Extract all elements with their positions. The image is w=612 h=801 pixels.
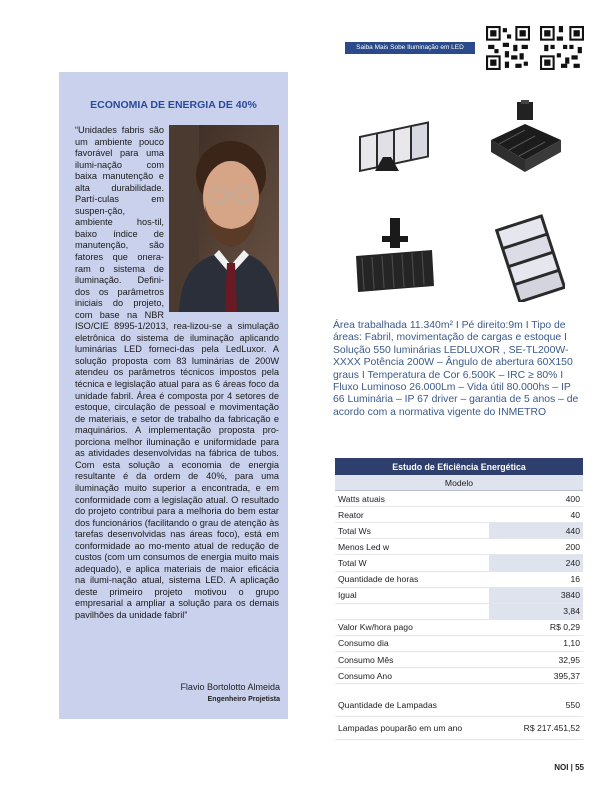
led-floodlight-angled-image xyxy=(495,212,565,302)
table-row: Consumo Mês 32,95 xyxy=(335,652,583,668)
author-name: Flavio Bortolotto Almeida xyxy=(180,682,280,692)
info-banner[interactable]: Saiba Mais Sobe Iluminação em LED xyxy=(345,42,475,54)
sidebar-title: ECONOMIA DE ENERGIA DE 40% xyxy=(90,99,257,111)
testimonial-text: “Unidades fabris são um ambiente pouco favorável para uma ilumi-nação com baixa manutenção e alta durabilidade. Partí-culas em suspen-ção, ambiente hos-til, baixo índice de manutenção, são fatores que onera-ram o sistema de iluminação. Defini-dos os parâmetros iniciais do projeto, com base na NBR ISO/CIE 8995-1/2013, rea-lizou-se a simulação eletrônica do sistema de iluminação aplicando luminárias LED forneci-das pela LedLuxor. A solução proposta com 83 luminárias de 200W atendeu os parâmetros técnicos impostos pela técnica e legislação atual para as 6 áreas foco da unidade fabril. Área é composta por 4 setores de estoque, circulação de pessoal e movimentação de materiais, e setor de trabalho da fabricação e maquinários. A implementação proposta pro-porciona melhor iluminação e uniformidade para as atividades desenvolvidas na fábrica de tubos. Com esta solução a economia de energia resultante é da ordem de 40%, para uma iluminação muito superior a encontrada, e em conformidade com a legislação atual. O resultado do projeto contribui para a melhoria do bem estar dos funcionários (facilitando o grau de atenção às tarefas desenvolvidas nas áreas foco), está em conformidade ao mo-mento atual de redução de custos (com um consumos de energia muito mais adequado), e aplica materiais de maior eficácia na ilumi-nação atual, sistema LED. A aplicação deste primeiro projeto motivou o grupo empresarial a ampliar a solução para os demais pavilhões da unidade fabril” xyxy=(75,125,279,620)
table-row: 3,84 xyxy=(335,603,583,619)
author-role: Engenheiro Projetista xyxy=(207,696,280,703)
table-title: Estudo de Eficiência Energética xyxy=(335,458,583,475)
qr-code-icon[interactable] xyxy=(540,26,584,70)
table-row: Consumo dia 1,10 xyxy=(335,635,583,651)
table-row: Quantidade de Lampadas 550 xyxy=(335,694,583,717)
engineer-portrait-photo xyxy=(169,125,279,312)
led-floodlight-image xyxy=(355,105,435,175)
table-row: Menos Led w 200 xyxy=(335,539,583,555)
table-row: Watts atuais 400 xyxy=(335,491,583,507)
table-subtitle: Modelo xyxy=(335,475,583,491)
page-number: NOI | 55 xyxy=(554,763,584,772)
table-row: Consumo Ano 395,37 xyxy=(335,668,583,684)
energy-efficiency-table xyxy=(335,458,583,740)
table-row: Lampadas pouparão em um ano R$ 217.451,52 xyxy=(335,717,583,740)
qr-code-icon[interactable] xyxy=(486,26,530,70)
led-highbay-image xyxy=(485,100,565,180)
table-row: Total W 240 xyxy=(335,555,583,571)
table-row: Quantidade de horas 16 xyxy=(335,571,583,587)
led-floodlight-back-image xyxy=(352,218,437,298)
table-row: Reator 40 xyxy=(335,507,583,523)
project-caption: Área trabalhada 11.340m² I Pé direito:9m I Tipo de áreas: Fabril, movimentação de cargas e estoque I Solução 550 luminárias LEDLUXOR , SE-TL200W-XXXX Potência 200W – Ângulo de abertura 60X150 graus I Temperatura de Cor 6.500K – IRC ≥ 80% I Fluxo Luminoso 26.000Lm – Vida útil 80.000hs – IP 66 Luminária – IP 67 driver – garantia de 5 anos – de acordo com a normativa vigente do INMETRO xyxy=(333,320,579,418)
table-row: Igual 3840 xyxy=(335,587,583,603)
table-row: Total Ws 440 xyxy=(335,523,583,539)
table-row: Valor Kw/hora pago R$ 0,29 xyxy=(335,619,583,635)
